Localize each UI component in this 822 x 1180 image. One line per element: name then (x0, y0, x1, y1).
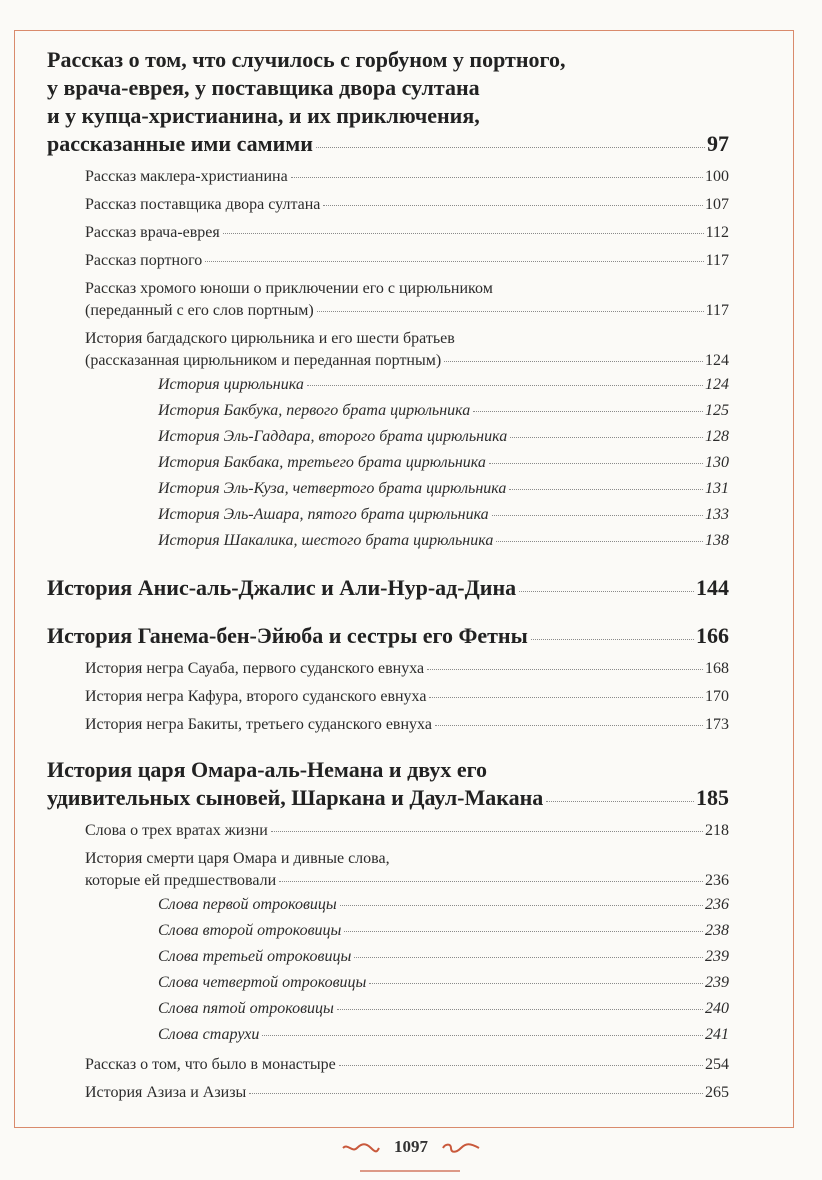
toc-subentry (158, 970, 729, 996)
entry-row (85, 194, 729, 216)
right-ornament-icon (442, 1138, 480, 1158)
entry-title-line: (рассказанная цирюльником и переданная портным) (85, 352, 442, 369)
toc-entry (85, 278, 729, 322)
entry-row (85, 1082, 729, 1104)
entry-page: 166 (696, 623, 729, 648)
entry-title-line: и у купца-христианина, и их приключения, (47, 103, 480, 128)
entry-title-line: История царя Омара-аль-Немана и двух его (47, 757, 488, 782)
subentry-title: Слова первой отроковицы (158, 896, 337, 913)
entry-row (47, 130, 729, 158)
toc-subentry (158, 918, 729, 944)
dot-leader (510, 436, 703, 438)
subentry-title: Слова четвертой отроковицы (158, 974, 367, 991)
subentry-page: 241 (705, 1026, 729, 1043)
section-heading (47, 756, 729, 812)
entry-title-line: которые ей предшествовали (85, 872, 277, 889)
entry-page: 185 (696, 785, 729, 810)
dot-leader (279, 880, 703, 882)
entry-page: 170 (705, 688, 729, 705)
entry-page: 107 (705, 196, 729, 213)
entry-row (85, 250, 729, 272)
entry-page: 236 (705, 872, 729, 889)
dot-leader (316, 146, 705, 148)
entry-title-line: История негра Сауаба, первого суданского евнуха (85, 660, 425, 677)
entry-page: 265 (705, 1084, 729, 1101)
entry-title-line: История негра Кафура, второго суданского евнуха (85, 688, 427, 705)
dot-leader (205, 260, 703, 262)
subentry-title: История Шакалика, шестого брата цирюльника (158, 532, 494, 549)
entry-row (85, 714, 729, 736)
entry-title-line: Рассказ поставщика двора султана (85, 196, 321, 213)
toc-subentry (158, 1022, 729, 1048)
entry-title-line: История смерти царя Омара и дивные слова, (85, 850, 390, 867)
entry-row (85, 222, 729, 244)
toc-entry (85, 222, 729, 244)
toc-subentry (158, 502, 729, 528)
dot-leader (317, 310, 704, 312)
entry-row (85, 686, 729, 708)
subentry-page: 133 (705, 506, 729, 523)
dot-leader (435, 724, 703, 726)
entry-title-line: Рассказ портного (85, 252, 203, 269)
dot-leader (519, 590, 694, 592)
subentry-title: История цирюльника (158, 376, 304, 393)
entry-title-line: Рассказ маклера-христианина (85, 168, 288, 185)
entry-page: 144 (696, 575, 729, 600)
toc-entry (85, 820, 729, 842)
subentry-page: 128 (705, 428, 729, 445)
entry-title-line: удивительных сыновей, Шаркана и Даул-Макана (47, 785, 544, 810)
entry-page: 97 (707, 131, 729, 156)
toc-subentry (158, 528, 729, 554)
subentry-title: История Эль-Ашара, пятого брата цирюльника (158, 506, 489, 523)
entry-title-line: Рассказ хромого юноши о приключении его с цирюльником (85, 280, 493, 297)
entry-title-line: у врача-еврея, у поставщика двора султана (47, 75, 480, 100)
dot-leader (249, 1092, 703, 1094)
subentry-page: 138 (705, 532, 729, 549)
subentry-page: 130 (705, 454, 729, 471)
toc-entry (85, 848, 729, 892)
entry-title-line: Слова о трех вратах жизни (85, 822, 268, 839)
dot-leader (492, 514, 703, 516)
toc-entry (85, 1054, 729, 1076)
toc-subentry (158, 450, 729, 476)
toc-subentry (158, 476, 729, 502)
subentry-page: 125 (705, 402, 729, 419)
entry-title-line: История Ганема-бен-Эйюба и сестры его Фетны (47, 623, 528, 648)
entry-row (85, 870, 729, 892)
entry-title-line: рассказанные ими самими (47, 131, 313, 156)
section-heading (47, 574, 729, 602)
subentry-page: 236 (705, 896, 729, 913)
toc-entry (85, 714, 729, 736)
entry-row (85, 658, 729, 680)
dot-leader (369, 982, 703, 984)
toc-section (47, 574, 729, 602)
toc-entry (85, 658, 729, 680)
page-footer (0, 1137, 822, 1158)
dot-leader (354, 956, 703, 958)
dot-leader (429, 696, 703, 698)
toc-section (47, 756, 729, 1104)
subentry-title: Слова второй отроковицы (158, 922, 342, 939)
subentry-title: Слова старухи (158, 1026, 260, 1043)
dot-leader (307, 384, 703, 386)
dot-leader (509, 488, 703, 490)
entry-title-line: История негра Бакиты, третьего суданского евнуха (85, 716, 432, 733)
subentry-page: 240 (705, 1000, 729, 1017)
entry-title-line: Рассказ о том, что случилось с горбуном у портного, (47, 47, 566, 72)
subentry-title: История Эль-Гаддара, второго брата цирюльника (158, 428, 508, 445)
entry-title-line: История Анис-аль-Джалис и Али-Нур-ад-Дина (47, 575, 517, 600)
subentry-page: 124 (705, 376, 729, 393)
entry-page: 117 (705, 302, 729, 319)
entry-row (85, 1054, 729, 1076)
toc-subentry (158, 996, 729, 1022)
entry-title-line: Рассказ о том, что было в монастыре (85, 1056, 336, 1073)
toc-section (47, 46, 729, 554)
subentry-title: История Бакбака, третьего брата цирюльника (158, 454, 486, 471)
toc-entry (85, 194, 729, 216)
entry-page: 112 (705, 224, 729, 241)
entry-row (85, 820, 729, 842)
toc-subentry (158, 424, 729, 450)
subentry-title: История Эль-Куза, четвертого брата цирюльника (158, 480, 507, 497)
dot-leader (546, 800, 694, 802)
toc-subentry (158, 398, 729, 424)
subentry-page: 239 (705, 948, 729, 965)
entry-title-line: (переданный с его слов портным) (85, 302, 314, 319)
entry-page: 168 (705, 660, 729, 677)
dot-leader (340, 904, 703, 906)
toc-subentry (158, 372, 729, 398)
entry-row (85, 350, 729, 372)
entry-page: 100 (705, 168, 729, 185)
subentry-title: Слова пятой отроковицы (158, 1000, 334, 1017)
dot-leader (337, 1008, 703, 1010)
entry-row (47, 574, 729, 602)
dot-leader (489, 462, 703, 464)
toc-entry (85, 328, 729, 372)
toc-section (47, 622, 729, 736)
entry-title-line: История багдадского цирюльника и его шести братьев (85, 330, 455, 347)
entry-row (85, 300, 729, 322)
section-heading (47, 46, 729, 158)
entry-page: 124 (705, 352, 729, 369)
entry-row (85, 166, 729, 188)
toc-subentry (158, 944, 729, 970)
bottom-decoration (360, 1170, 460, 1180)
entry-title-line: Рассказ врача-еврея (85, 224, 220, 241)
toc-entry (85, 686, 729, 708)
entry-title-line: История Азиза и Азизы (85, 1084, 247, 1101)
dot-leader (323, 204, 703, 206)
entry-row (47, 784, 729, 812)
dot-leader (271, 830, 703, 832)
dot-leader (427, 668, 703, 670)
dot-leader (473, 410, 703, 412)
subentry-title: Слова третьей отроковицы (158, 948, 352, 965)
section-heading (47, 622, 729, 650)
table-of-contents (47, 46, 729, 1104)
dot-leader (223, 232, 704, 234)
subentry-page: 238 (705, 922, 729, 939)
toc-subentry (158, 892, 729, 918)
entry-page: 218 (705, 822, 729, 839)
toc-entry (85, 166, 729, 188)
entry-page: 173 (705, 716, 729, 733)
dot-leader (444, 360, 703, 362)
entry-page: 117 (705, 252, 729, 269)
dot-leader (291, 176, 703, 178)
dot-leader (339, 1064, 703, 1066)
dot-leader (262, 1034, 703, 1036)
subentry-title: История Бакбука, первого брата цирюльника (158, 402, 471, 419)
subentry-page: 239 (705, 974, 729, 991)
entry-page: 254 (705, 1056, 729, 1073)
toc-entry (85, 250, 729, 272)
dot-leader (496, 540, 703, 542)
entry-row (47, 622, 729, 650)
left-ornament-icon (342, 1138, 380, 1158)
toc-entry (85, 1082, 729, 1104)
dot-leader (531, 638, 694, 640)
dot-leader (344, 930, 703, 932)
subentry-page: 131 (705, 480, 729, 497)
page-number: 1097 (394, 1137, 428, 1156)
